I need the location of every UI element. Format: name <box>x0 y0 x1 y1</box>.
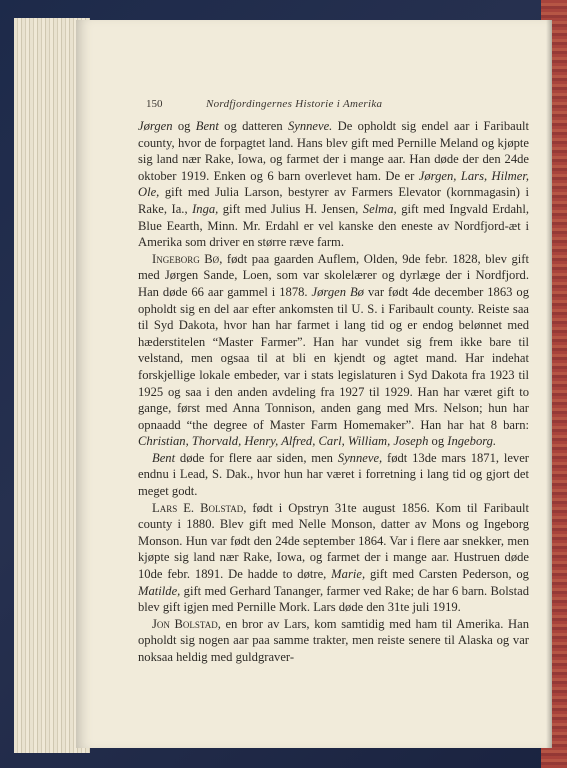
small-caps-run: Jon Bolstad <box>152 616 218 631</box>
small-caps-run: Ingeborg Bø <box>152 251 220 266</box>
book-page <box>76 20 552 748</box>
paragraph <box>138 118 529 251</box>
italic-run: Bent <box>152 450 176 465</box>
text-run: De opholdt sig endel aar i Faribault county, hvor de forpagtet land. Hans blev gift med Pernille Meland og kjøpte sig land nær Rake, Iowa, og farmet der i mange aar. Han døde der den 24de oktober 1919. Enken og 6 barn overlevet ham. De er <box>138 119 530 183</box>
paragraph <box>138 500 529 616</box>
text-run: døde for flere aar siden, men <box>175 450 338 465</box>
text-run: gift med Julia Larson, bestyrer av Farmers Elevator (kornmagasin) i Rake, Ia., <box>138 185 529 216</box>
text-run: gift med Julius H. Jensen, <box>218 201 363 216</box>
page-body-text <box>138 118 529 666</box>
italic-run: Matilde, <box>138 583 181 598</box>
italic-run: Ingeborg. <box>447 434 497 449</box>
paragraph <box>138 450 529 500</box>
paragraph <box>138 616 529 666</box>
text-run: , født paa gaarden Auflem, Olden, 9de febr. 1828, blev gift med Jørgen Sande, Loen, som var skolelærer og dyrlæge der i Nordfjord. Han døde 66 aar gammel i 1878. <box>138 251 529 299</box>
italic-run: Synneve. <box>287 119 333 133</box>
page-header <box>146 98 516 110</box>
text-run: var født 4de december 1863 og opholdt sig en del aar efter ankomsten til U. S. i Faribault county. Reiste saa til Syd Dakota, hvor han har farmet i lang tid og er endog belønnet med hæderstitelen “Master Farmer”. Han har vundet sig frem ikke bare til velstand, men ogsaa til at bli en kjendt og agtet mand. Har indehat forskjellige lokale embeder, var i stats legislaturen i Syd Dakota fra 1923 til 1925 og saa i den anden avdeling fra 1927 til 1929. Han har været gift to gange, først med Anna Tonnison, anden gang med Mrs. Nelson; hun har opnaadd “the degree of Master Farm Homemaker”. Han har hat 8 barn: <box>138 284 529 432</box>
text-run: , en bror av Lars, kom samtidig med ham til Amerika. Han opholdt sig nogen aar paa samme trakter, men reiste senere til Alaska og var noksaa heldig med guldgraver- <box>138 616 530 664</box>
text-run: gift med Ingvald Erdahl, Blue Eearth, Minn. Mr. Erdahl er vel kanske den eneste av Nordfjord-æt i Amerika som driver en større ræve farm. <box>138 201 529 250</box>
text-run: gift med Gerhard Tananger, farmer ved Rake; de har 6 barn. Bolstad blev gift igjen med Pernille Mork. Lars døde den 31te juli 1919. <box>138 583 529 615</box>
italic-run: Marie, <box>331 567 366 582</box>
paragraph <box>138 251 529 450</box>
italic-run: Inga, <box>192 201 219 216</box>
small-caps-run: Lars E. Bolstad <box>152 500 244 515</box>
italic-run: Jørgen, Lars, Hilmer, Ole, <box>138 168 529 200</box>
italic-run: Synneve, <box>337 450 383 465</box>
page-number: 150 <box>146 98 163 110</box>
text-run: og <box>428 434 448 449</box>
text-run: og datteren <box>218 119 288 133</box>
italic-run: Jørgen <box>138 119 173 133</box>
italic-run: Jørgen Bø <box>311 284 364 299</box>
text-run: født 13de mars 1871, lever endnu i Lead, S. Dak., hvor hun har været i forretning i lang tid og gjort det meget godt. <box>138 450 530 499</box>
italic-run: Selma, <box>362 201 397 216</box>
italic-run: Bent <box>195 119 219 133</box>
text-run: , født i Opstryn 31te august 1856. Kom til Faribault county i 1880. Blev gift med Nelle Monson, datter av Mons og Ingeborg Monson. Hun var født den 24de september 1864. Var i flere aar snekker, men kjøpte sig land nær Rake, Iowa, og farmet der i mange aar. Hustruen døde 10de febr. 1891. De hadde to døtre, <box>138 500 529 582</box>
text-run: gift med Carsten Pederson, og <box>365 567 529 582</box>
italic-run: Christian, Thorvald, Henry, Alfred, Carl, William, Joseph <box>138 434 429 449</box>
text-run: og <box>172 119 196 133</box>
running-title: Nordfjordingernes Historie i Amerika <box>206 98 383 110</box>
page-gutter-shadow <box>546 20 552 748</box>
